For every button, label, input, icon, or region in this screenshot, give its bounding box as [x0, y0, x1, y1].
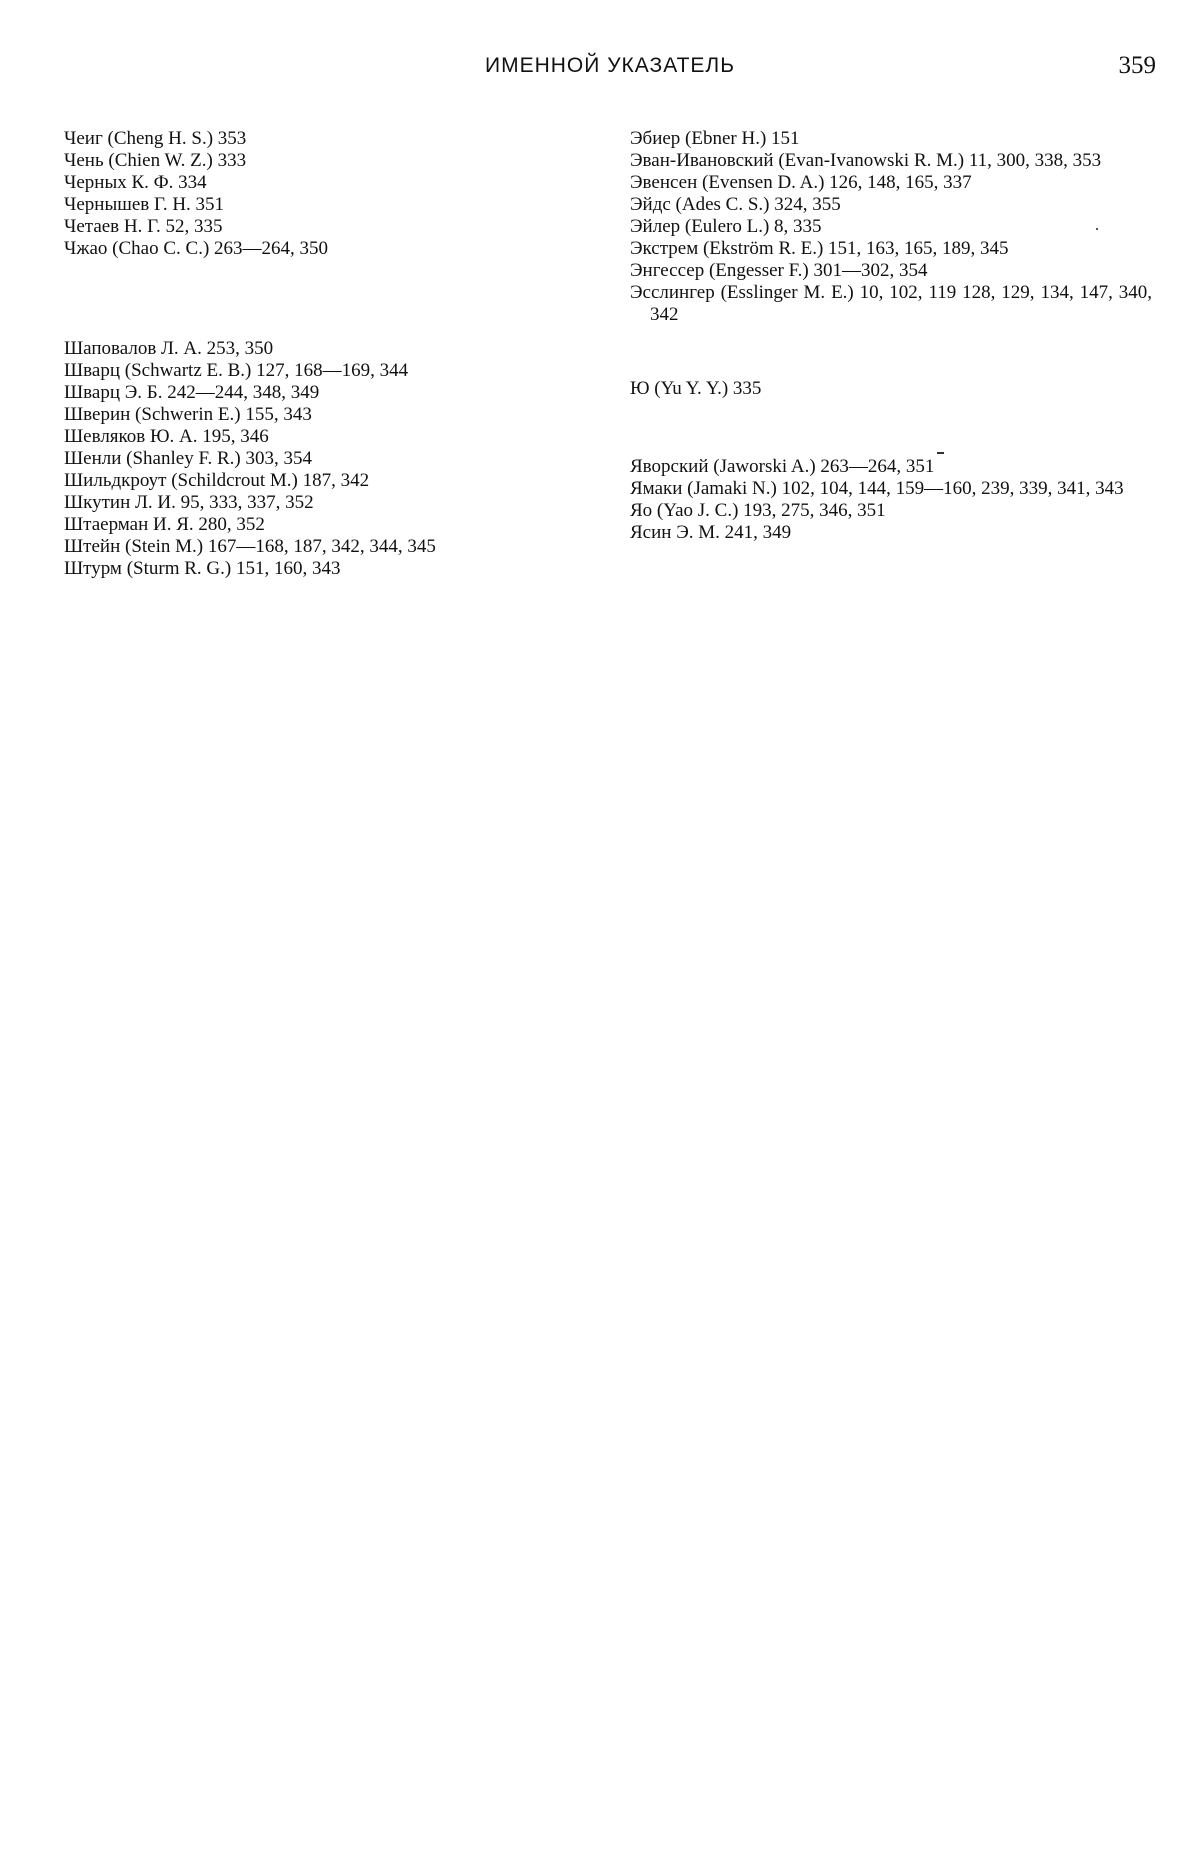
index-entry: Шварц Э. Б. 242—244, 348, 349: [64, 382, 320, 403]
index-entry: Чеиг (Cheng H. S.) 353: [64, 128, 247, 149]
group-spacer: [630, 400, 1152, 456]
index-entry: Шварц (Schwartz E. B.) 127, 168—169, 344: [64, 360, 409, 381]
index-entry: Шверин (Schwerin E.) 155, 343: [64, 404, 312, 425]
index-entry: Эвенсен (Evensen D. A.) 126, 148, 165, 337: [630, 172, 972, 193]
index-entry: Эйдс (Ades C. S.) 324, 355: [630, 194, 841, 215]
index-entry: Ямаки (Jamaki N.) 102, 104, 144, 159—160, 239, 339, 341, 343: [630, 478, 1124, 499]
index-group-ya: [630, 456, 1152, 544]
right-column: [630, 128, 1152, 544]
index-entry: Ю (Yu Y. Y.) 335: [630, 378, 762, 399]
index-entry: Эбиер (Ebner H.) 151: [630, 128, 800, 149]
index-entry: Энгессер (Engesser F.) 301—302, 354: [630, 260, 928, 281]
index-entry: Шевляков Ю. А. 195, 346: [64, 426, 269, 447]
index-entry: Шильдкроут (Schildcrout M.) 187, 342: [64, 470, 370, 491]
index-entry: Чернышев Г. Н. 351: [64, 194, 225, 215]
index-entry: Ясин Э. М. 241, 349: [630, 522, 792, 543]
index-group-yu: [630, 378, 1152, 400]
index-entry: Четаев Н. Г. 52, 335: [64, 216, 223, 237]
page-header: [0, 52, 1200, 88]
page-number: 359: [1118, 52, 1156, 79]
index-group-sh: [64, 338, 584, 580]
index-entry: Яо (Yao J. C.) 193, 275, 346, 351: [630, 500, 886, 521]
group-spacer: [64, 260, 584, 338]
running-title: ИМЕННОЙ УКАЗАТЕЛЬ: [485, 54, 735, 77]
index-entry: Эсслингер (Esslinger M. E.) 10, 102, 119 128, 129, 134, 147, 340, 342: [630, 282, 1152, 325]
index-entry: Шкутин Л. И. 95, 333, 337, 352: [64, 492, 314, 513]
index-entry: Яворский (Jaworski A.) 263—264, 351: [630, 456, 935, 477]
index-entry: Экстрем (Ekström R. E.) 151, 163, 165, 189, 345: [630, 238, 1009, 259]
group-spacer: [630, 326, 1152, 378]
index-entry: Штейн (Stein M.) 167—168, 187, 342, 344, 345: [64, 536, 436, 557]
index-entry: Эван-Ивановский (Evan-Ivanowski R. M.) 11, 300, 338, 353: [630, 150, 1102, 171]
print-mark: [937, 452, 944, 454]
index-entry: Шаповалов Л. А. 253, 350: [64, 338, 274, 359]
index-entry: Чень (Chien W. Z.) 333: [64, 150, 247, 171]
index-group-ch: [64, 128, 584, 260]
index-entry: Шенли (Shanley F. R.) 303, 354: [64, 448, 313, 469]
index-entry: Чжао (Chao C. C.) 263—264, 350: [64, 238, 329, 259]
index-entry: Штаерман И. Я. 280, 352: [64, 514, 265, 535]
left-column: [64, 128, 584, 580]
index-group-e: [630, 128, 1152, 326]
print-speck: [1096, 228, 1098, 230]
index-entry: Штурм (Sturm R. G.) 151, 160, 343: [64, 558, 341, 579]
index-entry: Эйлер (Eulero L.) 8, 335: [630, 216, 822, 237]
index-entry: Черных К. Ф. 334: [64, 172, 207, 193]
